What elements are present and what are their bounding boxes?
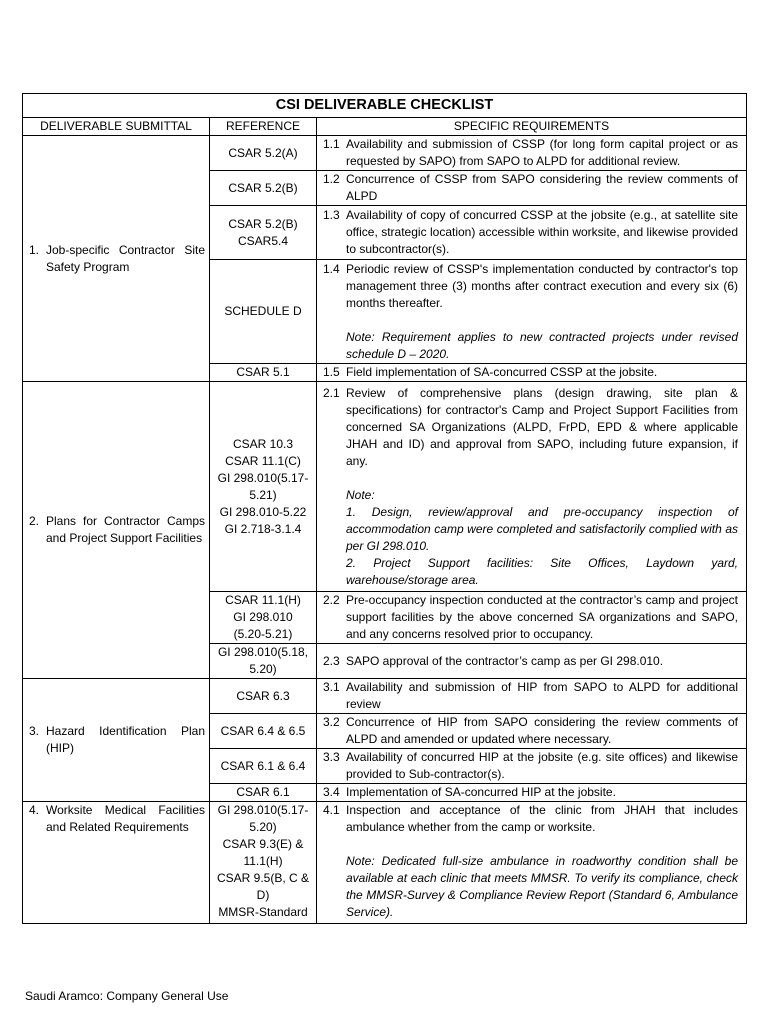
requirement-number: 1.4 bbox=[323, 261, 340, 276]
requirement-cell bbox=[317, 749, 747, 784]
reference-cell: CSAR 5.2(A) bbox=[210, 136, 317, 171]
reference-cell: CSAR 6.3 bbox=[210, 679, 317, 714]
requirement-text: Availability and submission of HIP from SAPO to ALPD for additional review bbox=[346, 680, 739, 711]
requirement-number: 3.3 bbox=[323, 750, 340, 764]
requirement-text: Availability of copy of concurred CSSP at the jobsite (e.g., at satellite site office, strategic location) accessible within worksite, and likewise provided to subcontractor(s). bbox=[346, 208, 739, 256]
footer-classification: Saudi Aramco: Company General Use bbox=[25, 989, 229, 1003]
header-reference: REFERENCE bbox=[210, 118, 317, 136]
reference-cell: CSAR 6.4 & 6.5 bbox=[210, 714, 317, 749]
requirement-number: 2.3 bbox=[323, 653, 340, 668]
deliverable-number: 1. bbox=[29, 242, 40, 257]
requirement-cell bbox=[317, 802, 747, 924]
deliverable-number: 4. bbox=[29, 803, 40, 817]
requirement-cell bbox=[317, 644, 747, 679]
requirement-cell bbox=[317, 784, 747, 802]
requirement-cell bbox=[317, 382, 747, 592]
checklist-table bbox=[22, 93, 747, 924]
deliverable-name: Worksite Medical Facilities and Related Requirements bbox=[46, 803, 205, 834]
requirement-cell bbox=[317, 364, 747, 382]
requirement-text: Inspection and acceptance of the clinic from JHAH that includes ambulance whether from the camp or worksite. bbox=[346, 803, 739, 834]
requirement-text: Pre-occupancy inspection conducted at the contractor’s camp and project support facilities by the above concerned SA organizations and SAPO, and any concerns resolved prior to occupancy. bbox=[346, 593, 739, 641]
deliverable-item-2 bbox=[23, 382, 210, 679]
requirement-note: Note: Dedicated full-size ambulance in roadworthy condition shall be available at each clinic that meets MMSR. To verify its compliance, check the MMSR-Survey & Compliance Review Report (Standard 6, Ambulance Service). bbox=[346, 854, 739, 919]
requirement-text: Field implementation of SA-concurred CSSP at the jobsite. bbox=[346, 365, 658, 379]
requirement-cell bbox=[317, 592, 747, 644]
deliverable-number: 3. bbox=[29, 724, 40, 738]
requirement-number: 1.1 bbox=[323, 137, 340, 151]
deliverable-name: Job-specific Contractor Site Safety Program bbox=[46, 242, 205, 274]
deliverable-item-4 bbox=[23, 802, 210, 924]
requirement-number: 2.1 bbox=[323, 385, 340, 400]
reference-cell: CSAR 5.2(B) CSAR5.4 bbox=[210, 206, 317, 260]
requirement-text: Availability and submission of CSSP (for long form capital project or as requested by SAPO) from SAPO to ALPD for additional review. bbox=[346, 137, 739, 168]
reference-cell: CSAR 6.1 bbox=[210, 784, 317, 802]
requirement-text: SAPO approval of the contractor’s camp as per GI 298.010. bbox=[346, 653, 664, 668]
requirement-cell bbox=[317, 136, 747, 171]
requirement-number: 1.5 bbox=[323, 365, 340, 379]
requirement-text: Concurrence of HIP from SAPO considering the review comments of ALPD and amended or updated where necessary. bbox=[346, 715, 739, 746]
requirement-text: Review of comprehensive plans (design drawing, site plan & specifications) for contractor's Camp and Project Support Facilities from concerned SA Organizations (ALPD, FrPD, EPD & where applicable JHAH and ID) and approval from SAPO, including future expansion, if any. bbox=[346, 385, 739, 468]
requirement-text: Implementation of SA-concurred HIP at the jobsite. bbox=[346, 785, 616, 799]
reference-cell: CSAR 6.1 & 6.4 bbox=[210, 749, 317, 784]
requirement-number: 2.2 bbox=[323, 593, 340, 607]
requirement-cell bbox=[317, 260, 747, 364]
requirement-number: 1.2 bbox=[323, 172, 340, 186]
requirement-number: 4.1 bbox=[323, 803, 340, 817]
deliverable-item-3 bbox=[23, 679, 210, 802]
reference-cell: CSAR 10.3 CSAR 11.1(C) GI 298.010(5.17-5.21) GI 298.010-5.22 GI 2.718-3.1.4 bbox=[210, 382, 317, 592]
reference-cell: GI 298.010(5.18, 5.20) bbox=[210, 644, 317, 679]
requirement-text: Concurrence of CSSP from SAPO considering the review comments of ALPD bbox=[346, 172, 739, 203]
requirement-text: Periodic review of CSSP's implementation conducted by contractor's top management three (3) months after contract execution and every six (6) months thereafter. bbox=[346, 261, 739, 310]
reference-cell: CSAR 11.1(H) GI 298.010 (5.20-5.21) bbox=[210, 592, 317, 644]
deliverable-item-1 bbox=[23, 136, 210, 382]
requirement-cell bbox=[317, 171, 747, 206]
checklist-title: CSI DELIVERABLE CHECKLIST bbox=[23, 94, 747, 118]
reference-cell: CSAR 5.2(B) bbox=[210, 171, 317, 206]
header-requirements: SPECIFIC REQUIREMENTS bbox=[317, 118, 747, 136]
requirement-number: 3.1 bbox=[323, 680, 340, 694]
requirement-number: 3.2 bbox=[323, 715, 340, 729]
reference-cell: CSAR 5.1 bbox=[210, 364, 317, 382]
header-deliverable: DELIVERABLE SUBMITTAL bbox=[23, 118, 210, 136]
requirement-text: Availability of concurred HIP at the jobsite (e.g. site offices) and likewise provided to Sub-contractor(s). bbox=[346, 750, 739, 781]
requirement-cell bbox=[317, 714, 747, 749]
requirement-number: 1.3 bbox=[323, 208, 340, 222]
reference-cell: GI 298.010(5.17-5.20) CSAR 9.3(E) & 11.1(H) CSAR 9.5(B, C & D) MMSR-Standard bbox=[210, 802, 317, 924]
deliverable-name: Plans for Contractor Camps and Project Support Facilities bbox=[46, 514, 205, 545]
deliverable-name: Hazard Identification Plan (HIP) bbox=[46, 724, 205, 755]
requirement-note: Note: 1. Design, review/approval and pre-occupancy inspection of accommodation camp were completed and satisfactorily complied with as per GI 298.010. 2. Project Support facilities: Site Offices, Laydown yard, warehouse/storage area. bbox=[346, 487, 739, 587]
deliverable-number: 2. bbox=[29, 514, 40, 528]
reference-cell: SCHEDULE D bbox=[210, 260, 317, 364]
requirement-number: 3.4 bbox=[323, 785, 340, 799]
requirement-cell bbox=[317, 679, 747, 714]
requirement-note: Note: Requirement applies to new contracted projects under revised schedule D – 2020. bbox=[346, 329, 739, 361]
requirement-cell bbox=[317, 206, 747, 260]
